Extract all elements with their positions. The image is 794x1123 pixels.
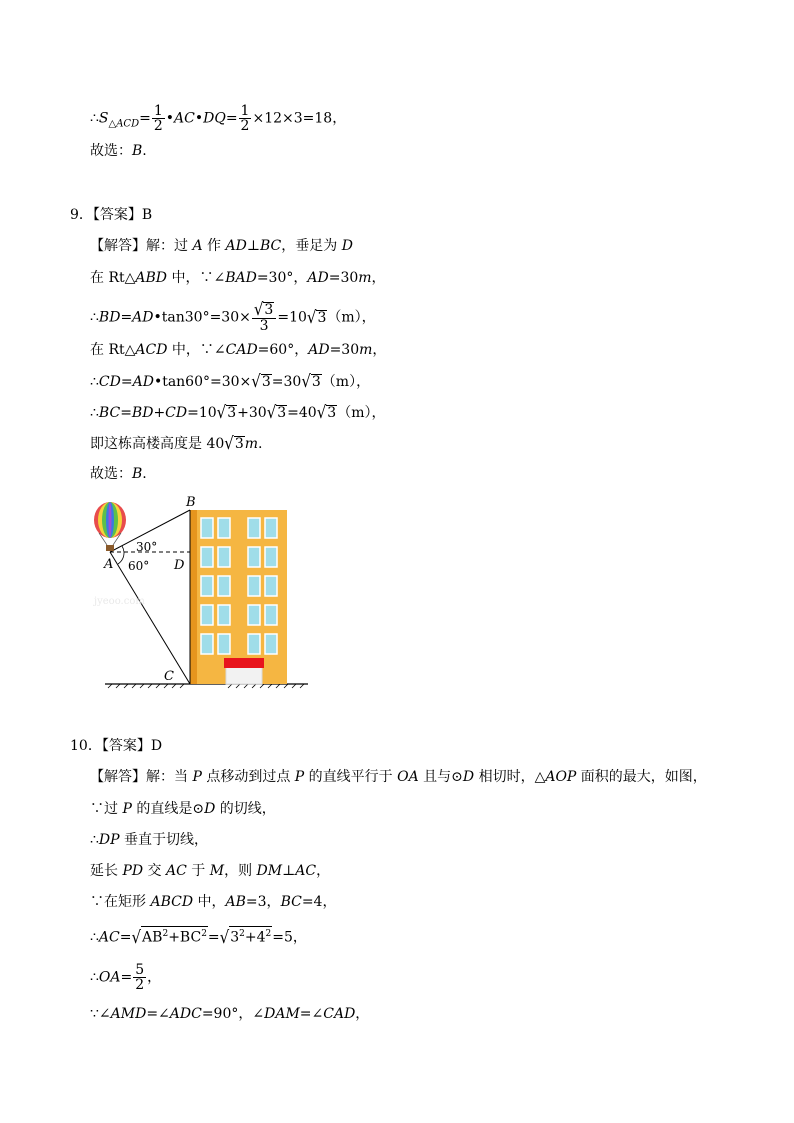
q8-choice-line: 故选：B. xyxy=(90,143,147,159)
q10-answer-header: 10．【答案】D xyxy=(70,738,163,754)
q10-line-1: 【解答】解：当 P 点移动到过点 P 的直线平行于 OA 且与⊙D 相切时，△AOP 面积的最大，如图， xyxy=(90,769,707,785)
angle-label-60: 60° xyxy=(128,559,150,573)
q9-line-2: 在 Rt△ABD 中，∵∠BAD=30°，AD=30m， xyxy=(90,270,386,286)
q9-line-6: ∴BC=BD+CD=10√3+30√3=40√3（m）， xyxy=(90,401,386,423)
q10-line-6: $\therefore AC=√AB^2+BC^2=√3^2+4^2=5$， xyxy=(90,926,307,948)
angle-arc-60 xyxy=(118,552,124,564)
q9-line-4: 在 Rt△ACD 中，∵∠CAD=60°，AD=30m， xyxy=(90,342,387,358)
q10-line-3: ∴DP 垂直于切线， xyxy=(90,832,209,848)
fraction-half-1: $\frac{1}{2}$ xyxy=(153,103,163,134)
angle-arc-30 xyxy=(122,546,124,552)
building-edge xyxy=(190,510,197,684)
q9-line-5: ∴CD=AD•tan60°=30×√3=30√3（m）， xyxy=(90,370,371,392)
q9-line-1: 【解答】解：过 A 作 AD⊥BC，垂足为 D xyxy=(90,238,353,254)
watermark: jyeoo.com xyxy=(94,596,145,607)
fraction-root3-over-3: $\frac{√3}{3}$ xyxy=(252,302,276,333)
q10-line-8: ∵∠AMD=∠ADC=90°，∠DAM=∠CAD， xyxy=(90,1006,370,1022)
awning xyxy=(224,658,264,668)
q9-line-3: ∴BD=AD•tan30°=30× $\frac{√3}{3}$ =10√3（m）， xyxy=(90,298,376,334)
label-A: A xyxy=(104,557,114,572)
q10-line-2: ∵过 P 的直线是⊙D 的切线， xyxy=(90,801,276,817)
hot-air-balloon-icon xyxy=(94,502,126,551)
fraction-half-2: $\frac{1}{2}$ xyxy=(240,103,250,134)
label-D: D xyxy=(174,558,185,573)
q10-line-7: ∴OA= $\frac{5}{2}$ ， xyxy=(90,962,162,993)
q9-line-7: 即这栋高楼高度是 40√3m. xyxy=(90,432,263,454)
q10-line-5: ∵在矩形 ABCD 中，AB=3，BC=4， xyxy=(90,894,337,910)
label-B: B xyxy=(186,495,196,510)
q10-line-4: 延长 PD 交 AC 于 M，则 DM⊥AC， xyxy=(90,863,331,879)
label-C: C xyxy=(164,669,174,684)
angle-label-30: 30° xyxy=(136,540,158,554)
q8-area-line: $\therefore S_{\triangle ACD}=$ $\frac{1}{2}$ •AC•DQ= $\frac{1}{2}$ ×12×3=18， xyxy=(90,103,347,134)
fraction-5-over-2: $\frac{5}{2}$ xyxy=(135,962,145,993)
q9-figure xyxy=(88,490,318,695)
q9-answer-header: 9．【答案】B xyxy=(70,207,153,223)
q9-line-8: 故选：B. xyxy=(90,466,147,482)
